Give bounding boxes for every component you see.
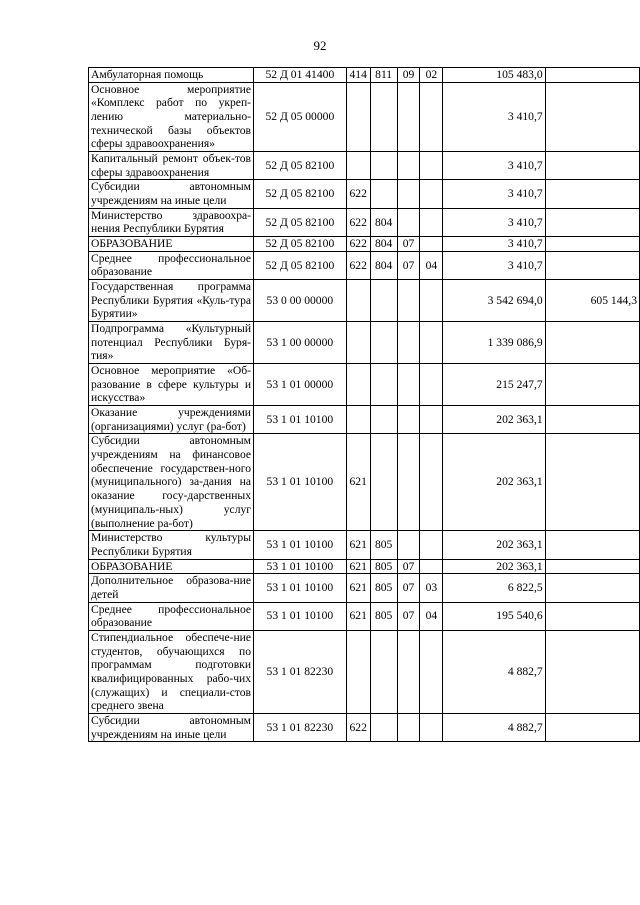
section-cell [397,406,420,434]
expense-type-cell [346,364,370,406]
expense-type-cell [346,406,370,434]
subsection-cell [420,364,443,406]
amount-cell: 3 410,7 [443,82,545,151]
row-name-cell: Среднее профессиональное образование [89,251,254,279]
target-article-code-cell: 53 1 00 00000 [254,322,347,364]
amount-cell: 105 483,0 [443,68,545,83]
section-cell [397,630,420,713]
row-name-cell: Основное мероприятие «Об-разование в сфере культуры и искусства» [89,364,254,406]
budget-table-body [89,68,640,742]
table-row [89,364,640,406]
ministry-code-cell: 811 [370,68,397,83]
subsection-cell [420,322,443,364]
expense-type-cell: 622 [346,208,370,236]
table-row [89,180,640,208]
expense-type-cell: 621 [346,559,370,574]
ministry-code-cell [370,434,397,531]
subsection-cell [420,180,443,208]
federal-amount-cell [545,406,639,434]
section-cell [397,713,420,741]
expense-type-cell [346,280,370,322]
federal-amount-cell [545,82,639,151]
target-article-code-cell: 53 1 01 10100 [254,406,347,434]
amount-cell: 4 882,7 [443,630,545,713]
subsection-cell [420,152,443,180]
row-name-cell: Амбулаторная помощь [89,68,254,83]
target-article-code-cell: 53 1 01 82230 [254,630,347,713]
subsection-cell [420,559,443,574]
federal-amount-cell [545,322,639,364]
table-row [89,152,640,180]
expense-type-cell: 414 [346,68,370,83]
target-article-code-cell: 52 Д 05 00000 [254,82,347,151]
section-cell: 07 [397,602,420,630]
section-cell [397,208,420,236]
target-article-code-cell: 53 1 01 10100 [254,602,347,630]
federal-amount-cell [545,237,639,252]
ministry-code-cell [370,180,397,208]
table-row [89,602,640,630]
target-article-code-cell: 52 Д 05 82100 [254,237,347,252]
section-cell: 07 [397,237,420,252]
expense-type-cell [346,630,370,713]
expense-type-cell: 622 [346,180,370,208]
amount-cell: 6 822,5 [443,574,545,602]
target-article-code-cell: 53 0 00 00000 [254,280,347,322]
expense-type-cell: 622 [346,251,370,279]
subsection-cell [420,280,443,322]
table-row [89,208,640,236]
target-article-code-cell: 53 1 01 10100 [254,574,347,602]
federal-amount-cell: 605 144,3 [545,280,639,322]
amount-cell: 3 542 694,0 [443,280,545,322]
federal-amount-cell [545,180,639,208]
ministry-code-cell: 804 [370,251,397,279]
table-row [89,251,640,279]
table-row [89,434,640,531]
ministry-code-cell [370,364,397,406]
target-article-code-cell: 52 Д 05 82100 [254,208,347,236]
amount-cell: 3 410,7 [443,251,545,279]
amount-cell: 195 540,6 [443,602,545,630]
subsection-cell [420,434,443,531]
expense-type-cell: 622 [346,713,370,741]
expense-type-cell: 621 [346,574,370,602]
subsection-cell [420,713,443,741]
amount-cell: 3 410,7 [443,152,545,180]
section-cell [397,152,420,180]
table-row [89,406,640,434]
row-name-cell: Среднее профессиональное образование [89,602,254,630]
table-row [89,322,640,364]
subsection-cell: 04 [420,602,443,630]
row-name-cell: Капитальный ремонт объек-тов сферы здравоохранения [89,152,254,180]
amount-cell: 202 363,1 [443,434,545,531]
ministry-code-cell: 805 [370,602,397,630]
amount-cell: 3 410,7 [443,180,545,208]
amount-cell: 1 339 086,9 [443,322,545,364]
federal-amount-cell [545,68,639,83]
amount-cell: 215 247,7 [443,364,545,406]
table-row [89,82,640,151]
federal-amount-cell [545,152,639,180]
ministry-code-cell [370,152,397,180]
expense-type-cell: 621 [346,434,370,531]
ministry-code-cell: 804 [370,237,397,252]
row-name-cell: Субсидии автономным учреждениям на иные цели [89,180,254,208]
federal-amount-cell [545,434,639,531]
expense-type-cell: 621 [346,602,370,630]
target-article-code-cell: 53 1 01 10100 [254,531,347,559]
subsection-cell [420,406,443,434]
table-row [89,280,640,322]
ministry-code-cell [370,82,397,151]
target-article-code-cell: 52 Д 01 41400 [254,68,347,83]
expense-type-cell [346,322,370,364]
target-article-code-cell: 53 1 01 00000 [254,364,347,406]
target-article-code-cell: 53 1 01 10100 [254,434,347,531]
amount-cell: 3 410,7 [443,237,545,252]
amount-cell: 3 410,7 [443,208,545,236]
subsection-cell [420,531,443,559]
row-name-cell: Субсидии автономным учреждениям на иные цели [89,713,254,741]
federal-amount-cell [545,531,639,559]
row-name-cell: Министерство культуры Республики Бурятия [89,531,254,559]
section-cell [397,322,420,364]
ministry-code-cell [370,713,397,741]
subsection-cell: 02 [420,68,443,83]
row-name-cell: Дополнительное образова-ние детей [89,574,254,602]
ministry-code-cell: 805 [370,531,397,559]
amount-cell: 202 363,1 [443,531,545,559]
section-cell [397,82,420,151]
page-number: 92 [313,38,327,53]
federal-amount-cell [545,364,639,406]
row-name-cell: ОБРАЗОВАНИЕ [89,559,254,574]
subsection-cell [420,208,443,236]
target-article-code-cell: 53 1 01 10100 [254,559,347,574]
target-article-code-cell: 52 Д 05 82100 [254,180,347,208]
ministry-code-cell: 804 [370,208,397,236]
subsection-cell: 03 [420,574,443,602]
ministry-code-cell [370,280,397,322]
section-cell [397,531,420,559]
subsection-cell [420,237,443,252]
subsection-cell: 04 [420,251,443,279]
subsection-cell [420,82,443,151]
row-name-cell: Подпрограмма «Культурный потенциал Республики Буря-тия» [89,322,254,364]
section-cell: 07 [397,251,420,279]
amount-cell: 202 363,1 [443,559,545,574]
section-cell [397,364,420,406]
section-cell [397,180,420,208]
table-row [89,574,640,602]
target-article-code-cell: 53 1 01 82230 [254,713,347,741]
section-cell [397,280,420,322]
expense-type-cell: 621 [346,531,370,559]
ministry-code-cell [370,322,397,364]
amount-cell: 202 363,1 [443,406,545,434]
section-cell [397,434,420,531]
federal-amount-cell [545,713,639,741]
table-row [89,559,640,574]
section-cell: 09 [397,68,420,83]
row-name-cell: Государственная программа Республики Бурятия «Куль-тура Бурятии» [89,280,254,322]
table-row [89,68,640,83]
table-row [89,237,640,252]
federal-amount-cell [545,559,639,574]
federal-amount-cell [545,574,639,602]
table-row [89,531,640,559]
section-cell: 07 [397,559,420,574]
target-article-code-cell: 52 Д 05 82100 [254,251,347,279]
budget-table [88,67,640,742]
row-name-cell: Стипендиальное обеспече-ние студентов, обучающихся по программам подготовки квалифицированных рабо-чих (служащих) и специали-стов среднего звена [89,630,254,713]
expense-type-cell: 622 [346,237,370,252]
subsection-cell [420,630,443,713]
ministry-code-cell: 805 [370,574,397,602]
row-name-cell: ОБРАЗОВАНИЕ [89,237,254,252]
row-name-cell: Основное мероприятие «Комплекс работ по укреп-лению материально-технической базы объектов сферы здравоохранения» [89,82,254,151]
table-row [89,630,640,713]
federal-amount-cell [545,251,639,279]
amount-cell: 4 882,7 [443,713,545,741]
row-name-cell: Министерство здравоохра-нения Республики Бурятия [89,208,254,236]
target-article-code-cell: 52 Д 05 82100 [254,152,347,180]
ministry-code-cell [370,630,397,713]
section-cell: 07 [397,574,420,602]
expense-type-cell [346,152,370,180]
ministry-code-cell: 805 [370,559,397,574]
expense-type-cell [346,82,370,151]
ministry-code-cell [370,406,397,434]
table-row [89,713,640,741]
federal-amount-cell [545,602,639,630]
federal-amount-cell [545,630,639,713]
row-name-cell: Субсидии автономным учреждениям на финансовое обеспечение государствен-ного (муниципального) за-дания на оказание госу-дарственных (муниципаль-ных) услуг (выполнение ра-бот) [89,434,254,531]
federal-amount-cell [545,208,639,236]
row-name-cell: Оказание учреждениями (организациями) услуг (ра-бот) [89,406,254,434]
